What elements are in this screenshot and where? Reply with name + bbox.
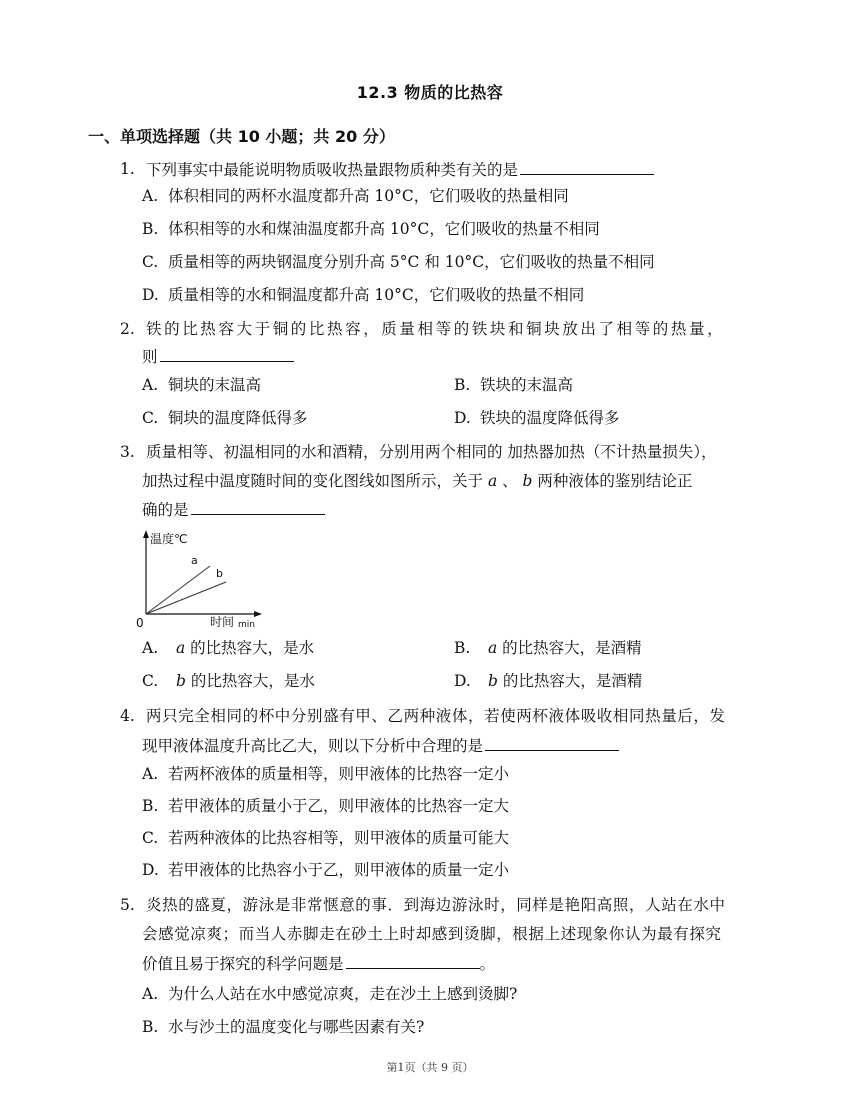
temperature-time-graph bbox=[132, 526, 272, 630]
question-3-option-d: D. b 的比热容大，是酒精 bbox=[454, 672, 643, 690]
question-3-stem-line3: 确的是 bbox=[142, 498, 325, 521]
question-2-stem-line1: 铁的比热容大于铜的比热容，质量相等的铁块和铜块放出了相等的热量， bbox=[146, 320, 726, 338]
line-b-label: b bbox=[216, 567, 223, 580]
question-2-stem-line2: 则 bbox=[142, 345, 294, 368]
question-4-option-c: C. 若两种液体的比热容相等，则甲液体的质量可能大 bbox=[142, 829, 510, 847]
question-2-option-d: D. 铁块的温度降低得多 bbox=[454, 409, 620, 427]
question-3-number: 3. bbox=[120, 443, 135, 461]
question-2-option-b: B. 铁块的末温高 bbox=[454, 376, 574, 394]
question-3-option-c: C. b 的比热容大，是水 bbox=[142, 672, 315, 690]
answer-blank bbox=[346, 952, 480, 969]
question-2-number: 2. bbox=[120, 320, 135, 338]
question-1-option-d: D. 质量相等的水和铜温度都升高 10°C，它们吸收的热量不相同 bbox=[142, 286, 585, 304]
x-axis-arrow bbox=[254, 611, 262, 617]
line-a bbox=[146, 566, 210, 614]
question-3-stem-line1: 质量相等、初温相同的水和酒精，分别用两个相同的 加热器加热（不计热量损失）， bbox=[146, 443, 717, 461]
question-2-option-c: C. 铜块的温度降低得多 bbox=[142, 409, 308, 427]
question-5-option-a: A. 为什么人站在水中感觉凉爽，走在沙土上感到烫脚? bbox=[142, 985, 518, 1003]
origin-label: 0 bbox=[136, 616, 144, 630]
x-axis-label: 时间 bbox=[210, 615, 235, 629]
answer-blank bbox=[160, 345, 294, 362]
line-b bbox=[146, 582, 226, 614]
answer-blank bbox=[485, 734, 619, 751]
y-axis-label: 温度℃ bbox=[150, 532, 188, 546]
line-a-label: a bbox=[191, 554, 198, 567]
answer-blank bbox=[191, 498, 325, 515]
question-5-stem-line1: 炎热的盛夏，游泳是非常惬意的事．到海边游泳时，同样是艳阳高照，人站在水中 bbox=[146, 896, 726, 914]
question-5-number: 5. bbox=[120, 896, 135, 914]
y-axis-arrow bbox=[143, 530, 149, 538]
question-5-option-b: B. 水与沙土的温度变化与哪些因素有关? bbox=[142, 1018, 425, 1036]
question-1-option-a: A. 体积相同的两杯水温度都升高 10°C，它们吸收的热量相同 bbox=[142, 187, 569, 205]
question-3-option-b: B. a 的比热容大，是酒精 bbox=[454, 639, 642, 657]
question-4-option-b: B. 若甲液体的质量小于乙，则甲液体的比热容一定大 bbox=[142, 797, 510, 815]
question-1-stem: 下列事实中最能说明物质吸收热量跟物质种类有关的是 bbox=[146, 158, 654, 181]
x-axis-unit: min bbox=[238, 620, 255, 630]
question-1-number: 1. bbox=[120, 160, 135, 178]
question-5-stem-line3: 价值且易于探究的科学问题是 。 bbox=[142, 952, 495, 975]
page-title: 12.3 物质的比热容 bbox=[356, 83, 504, 102]
question-4-option-d: D. 若甲液体的比热容小于乙，则甲液体的质量一定小 bbox=[142, 861, 510, 879]
question-4-stem-line2: 现甲液体温度升高比乙大，则以下分析中合理的是 bbox=[142, 734, 619, 757]
question-1-option-b: B. 体积相等的水和煤油温度都升高 10°C，它们吸收的热量不相同 bbox=[142, 220, 600, 238]
question-4-option-a: A. 若两杯液体的质量相等，则甲液体的比热容一定小 bbox=[142, 765, 510, 783]
question-1-option-c: C. 质量相等的两块钢温度分别升高 5°C 和 10°C，它们吸收的热量不相同 bbox=[142, 253, 655, 271]
answer-blank bbox=[520, 158, 654, 175]
question-3-option-a: A. a 的比热容大，是水 bbox=[142, 639, 315, 657]
question-4-number: 4. bbox=[120, 707, 135, 725]
question-5-stem-line2: 会感觉凉爽；而当人赤脚走在砂土上时却感到烫脚，根据上述现象你认为最有探究 bbox=[142, 925, 722, 943]
section-heading: 一、单项选择题（共 10 小题；共 20 分） bbox=[88, 127, 395, 146]
page-footer: 第1页（共 9 页） bbox=[386, 1061, 474, 1074]
question-2-option-a: A. 铜块的末温高 bbox=[142, 376, 262, 394]
question-4-stem-line1: 两只完全相同的杯中分别盛有甲、乙两种液体，若使两杯液体吸收相同热量后，发 bbox=[146, 707, 726, 725]
question-3-stem-line2: 加热过程中温度随时间的变化图线如图所示，关于 a 、 b 两种液体的鉴别结论正 bbox=[142, 472, 693, 490]
